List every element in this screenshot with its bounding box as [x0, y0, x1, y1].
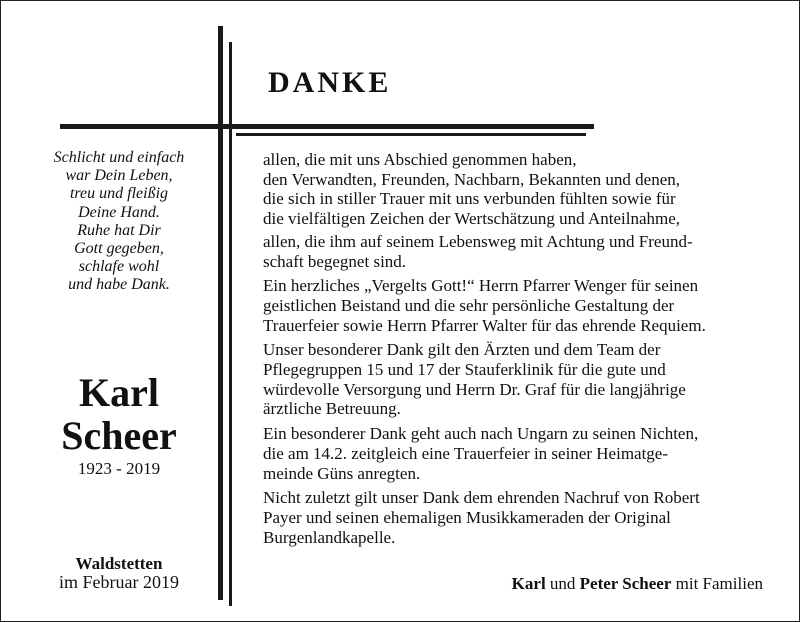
text-line: allen, die mit uns Abschied genommen haben, [263, 150, 577, 169]
cross-horizontal-shadow [236, 133, 586, 136]
paragraph [263, 424, 763, 483]
text-line: Payer und seinen ehemaligen Musikkameraden der Original [263, 507, 671, 527]
paragraph [263, 340, 763, 419]
poem-line: treu und fleißig [69, 185, 169, 203]
paragraph [263, 232, 763, 271]
text-line: Nicht zuletzt gilt unser Dank dem ehrenden Nachruf von Robert [263, 488, 700, 508]
text-line: schaft begegnet sind. [263, 251, 407, 271]
text-line: Ein besonderer Dank geht auch nach Ungarn zu seinen Nichten, [263, 424, 699, 444]
thanks-text [263, 150, 763, 552]
signature-suffix: mit Familien [671, 574, 763, 593]
text-line: allen, die ihm auf seinem Lebensweg mit Achtung und Freund- [263, 231, 693, 251]
signature-name-1: Karl [511, 574, 546, 593]
text-line: die am 14.2. zeitgleich eine Trauerfeier in seiner Heimatge- [263, 443, 669, 463]
poem-line: Deine Hand. [78, 203, 160, 221]
poem-line: und habe Dank. [68, 276, 170, 294]
text-line: ärztliche Betreuung. [263, 399, 401, 419]
paragraph [263, 276, 763, 335]
text-line: Pflegegruppen 15 und 17 der Stauferklinik für die gute und [263, 360, 666, 380]
signature-conjunction: und [545, 574, 580, 593]
poem-line: schlafe wohl [78, 258, 160, 276]
poem-line: war Dein Leben, [65, 167, 173, 185]
poem-line: Gott gegeben, [74, 240, 164, 258]
page-title: DANKE [268, 66, 392, 99]
text-line: Burgenlandkapelle. [263, 527, 396, 547]
text-line: die vielfältigen Zeichen der Wertschätzung und Anteilnahme, [263, 209, 681, 229]
deceased-last-name: Scheer [61, 413, 177, 458]
poem-line: Ruhe hat Dir [77, 221, 161, 239]
poem-line: Schlicht und einfach [53, 149, 185, 166]
text-line: Ein herzliches „Vergelts Gott!“ Herrn Pfarrer Wenger für seinen [263, 276, 699, 296]
signature-name-2: Peter Scheer [579, 574, 672, 593]
poem [24, 149, 214, 295]
text-line: geistlichen Beistand und die sehr persönliche Gestaltung der [263, 295, 675, 315]
text-line: würdevolle Versorgung und Herrn Dr. Graf für die langjährige [263, 379, 686, 399]
deceased-first-name: Karl [79, 370, 159, 415]
deceased-dates: 1923 - 2019 [77, 459, 161, 478]
text-line: den Verwandten, Freunden, Nachbarn, Bekannten und denen, [263, 169, 680, 189]
paragraph [263, 150, 763, 229]
paragraph [263, 488, 763, 547]
text-line: meinde Güns anregten. [263, 463, 421, 483]
text-line: die sich in stiller Trauer mit uns verbunden fühlten sowie für [263, 189, 676, 209]
cross-horizontal-bar [60, 124, 594, 129]
text-line: Trauerfeier sowie Herrn Pfarrer Walter für das ehrende Requiem. [263, 315, 706, 335]
signature [263, 574, 763, 594]
cross-vertical-bar [218, 26, 223, 600]
location-date: im Februar 2019 [59, 572, 179, 592]
text-line: Unser besonderer Dank gilt den Ärzten und dem Team der [263, 340, 661, 360]
location-place: Waldstetten [75, 554, 163, 573]
